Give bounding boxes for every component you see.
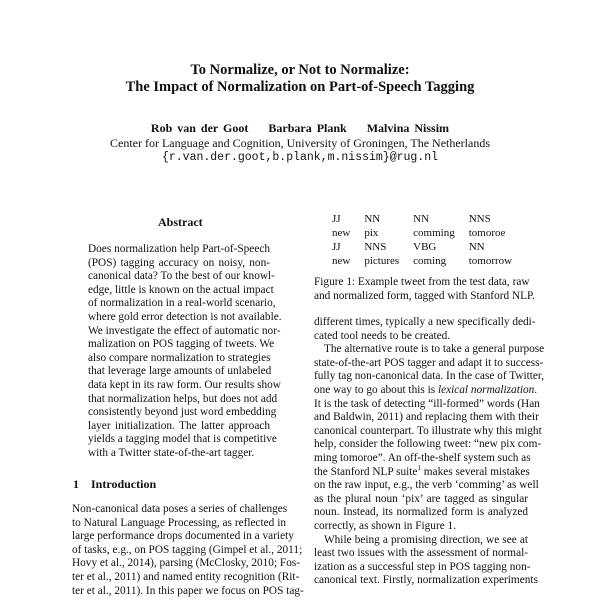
text-line: layer initialization. The latter approach (88, 419, 270, 432)
text-line: of normalization in a real-world scenario, (88, 297, 276, 310)
authors: Rob van der Goot Barbara Plank Malvina Nissim (150, 121, 450, 135)
figure-cell: NN (468, 241, 485, 253)
text-line: that normalization helps, but does not add (88, 392, 278, 405)
intro-number: 1 (73, 477, 79, 491)
text-line: edge, little is known on the actual impact (88, 283, 274, 296)
text-line: that leverage large amounts of unlabeled (88, 365, 272, 378)
text-line: malization on POS tagging of tweets. We (88, 338, 275, 351)
text: makes several mistakes (420, 465, 530, 478)
text-line: help, consider the following tweet: “new pix com- (314, 438, 542, 451)
text-line: ter et al., 2011). In this paper we focus on POS tag- (72, 584, 304, 597)
text-line: Does normalization help Part-of-Speech (88, 243, 270, 255)
text-line: as the plural noun ‘pix’ are tagged as singular (314, 492, 528, 505)
figure-cell: JJ (332, 241, 341, 253)
caption-line: Figure 1: Example tweet from the test data, raw (314, 276, 530, 288)
figure-cell: NN (364, 213, 381, 225)
figure-cell: coming (413, 255, 447, 267)
affiliation: Center for Language and Cognition, University of Groningen, The Netherlands (109, 136, 490, 150)
text-line: large performance drops documented in a variety (72, 530, 294, 543)
figure-cell: JJ (332, 213, 341, 225)
text-line: where gold error detection is not available. (88, 311, 282, 323)
figure-cell: tomoroe (468, 227, 506, 239)
text: the Stanford NLP suite (314, 465, 418, 478)
text-line: correctly, as shown in Figure 1. (314, 520, 457, 532)
text-line: fully tag non-canonical data. In the case of Twitter, (314, 370, 545, 383)
text-line: noun. Instead, its normalized form is analyzed (314, 506, 528, 519)
text-line: (POS) tagging accuracy on noisy, non- (88, 256, 270, 269)
figure-cell: VBG (413, 241, 437, 253)
text-line: data kept in its raw form. Our results show (88, 379, 281, 391)
text-line: Non-canonical data poses a series of challenges (72, 503, 288, 515)
text-line: While being a promising direction, we see at (324, 533, 528, 546)
text-line: one way to go about this is lexical normalization. (314, 384, 538, 396)
text-line: also compare normalization to strategies (88, 351, 271, 364)
figure-cell: NN (413, 213, 430, 225)
text-line: canonical counterpart. To illustrate why this might (314, 424, 542, 437)
title-line-2: The Impact of Normalization on Part-of-Speech Tagging (125, 79, 475, 95)
title-line-1: To Normalize, or Not to Normalize: (190, 62, 410, 78)
text-line (314, 463, 530, 479)
text-line: The alternative route is to take a general purpose (324, 343, 545, 356)
figure-cell: pictures (364, 255, 400, 267)
abstract-heading: Abstract (158, 215, 203, 229)
text-line: ter et al., 2011) and named entity recognition (Rit- (72, 571, 300, 583)
text-line: Hovy et al., 2014), parsing (McClosky, 2010; Fos- (72, 557, 301, 570)
caption-line: and normalized form, tagged with Stanford NLP. (314, 290, 535, 302)
intro-heading: Introduction (91, 477, 157, 491)
text-line: consistently beyond just word embedding (88, 406, 277, 419)
text: one way to go about this is (314, 384, 438, 396)
text-line: We investigate the effect of automatic nor- (88, 324, 281, 337)
text-line: to Natural Language Processing, as reflected in (72, 516, 286, 529)
figure-row (332, 226, 526, 240)
text-line: least two issues with the assessment of normal- (314, 547, 528, 560)
figure-row (332, 212, 526, 226)
text-line: on the raw input, e.g., the verb ‘comming’ as well (314, 479, 539, 492)
text-line: with a Twitter state-of-the-art tagger. (88, 447, 255, 459)
figure-row (332, 254, 526, 268)
text-line: canonical data? To the best of our knowl- (88, 270, 275, 283)
text-line: ization as a successful step in POS tagging non- (314, 560, 531, 573)
figure-cell: NNS (364, 241, 387, 253)
figure-cell: comming (413, 227, 455, 239)
figure-cell: tomorrow (468, 255, 513, 267)
text-line: different times, typically a new specifically dedi- (314, 316, 536, 328)
text-line: of tasks, e.g., on POS tagging (Gimpel et al., 2011; (72, 543, 303, 556)
figure-cell: pix (364, 227, 379, 239)
text-line: ming tomoroe”. An off-the-shelf system such as (314, 452, 531, 464)
text-line: and Baldwin, 2011) and replacing them with their (314, 411, 539, 424)
figure-cell: new (332, 227, 351, 239)
text-line: state-of-the-art POS tagger and adapt it to success- (314, 356, 544, 369)
text-line: yields a tagging model that is competitive (88, 433, 277, 446)
figure-1-table (332, 212, 526, 268)
figure-cell: new (332, 255, 351, 267)
footnote-marker[interactable]: 1 (417, 463, 421, 472)
text-line: It is the task of detecting “ill-formed” words (Han (314, 397, 540, 410)
emphasis: lexical normalization (437, 384, 535, 396)
text-line: cated tool needs to be created. (314, 329, 451, 342)
figure-cell: NNS (468, 213, 491, 225)
figure-row (332, 240, 526, 254)
emails: {r.van.der.goot,b.plank,m.nissim}@rug.nl (161, 151, 439, 164)
text-line: canonical text. Firstly, normalization experiments (314, 574, 538, 587)
